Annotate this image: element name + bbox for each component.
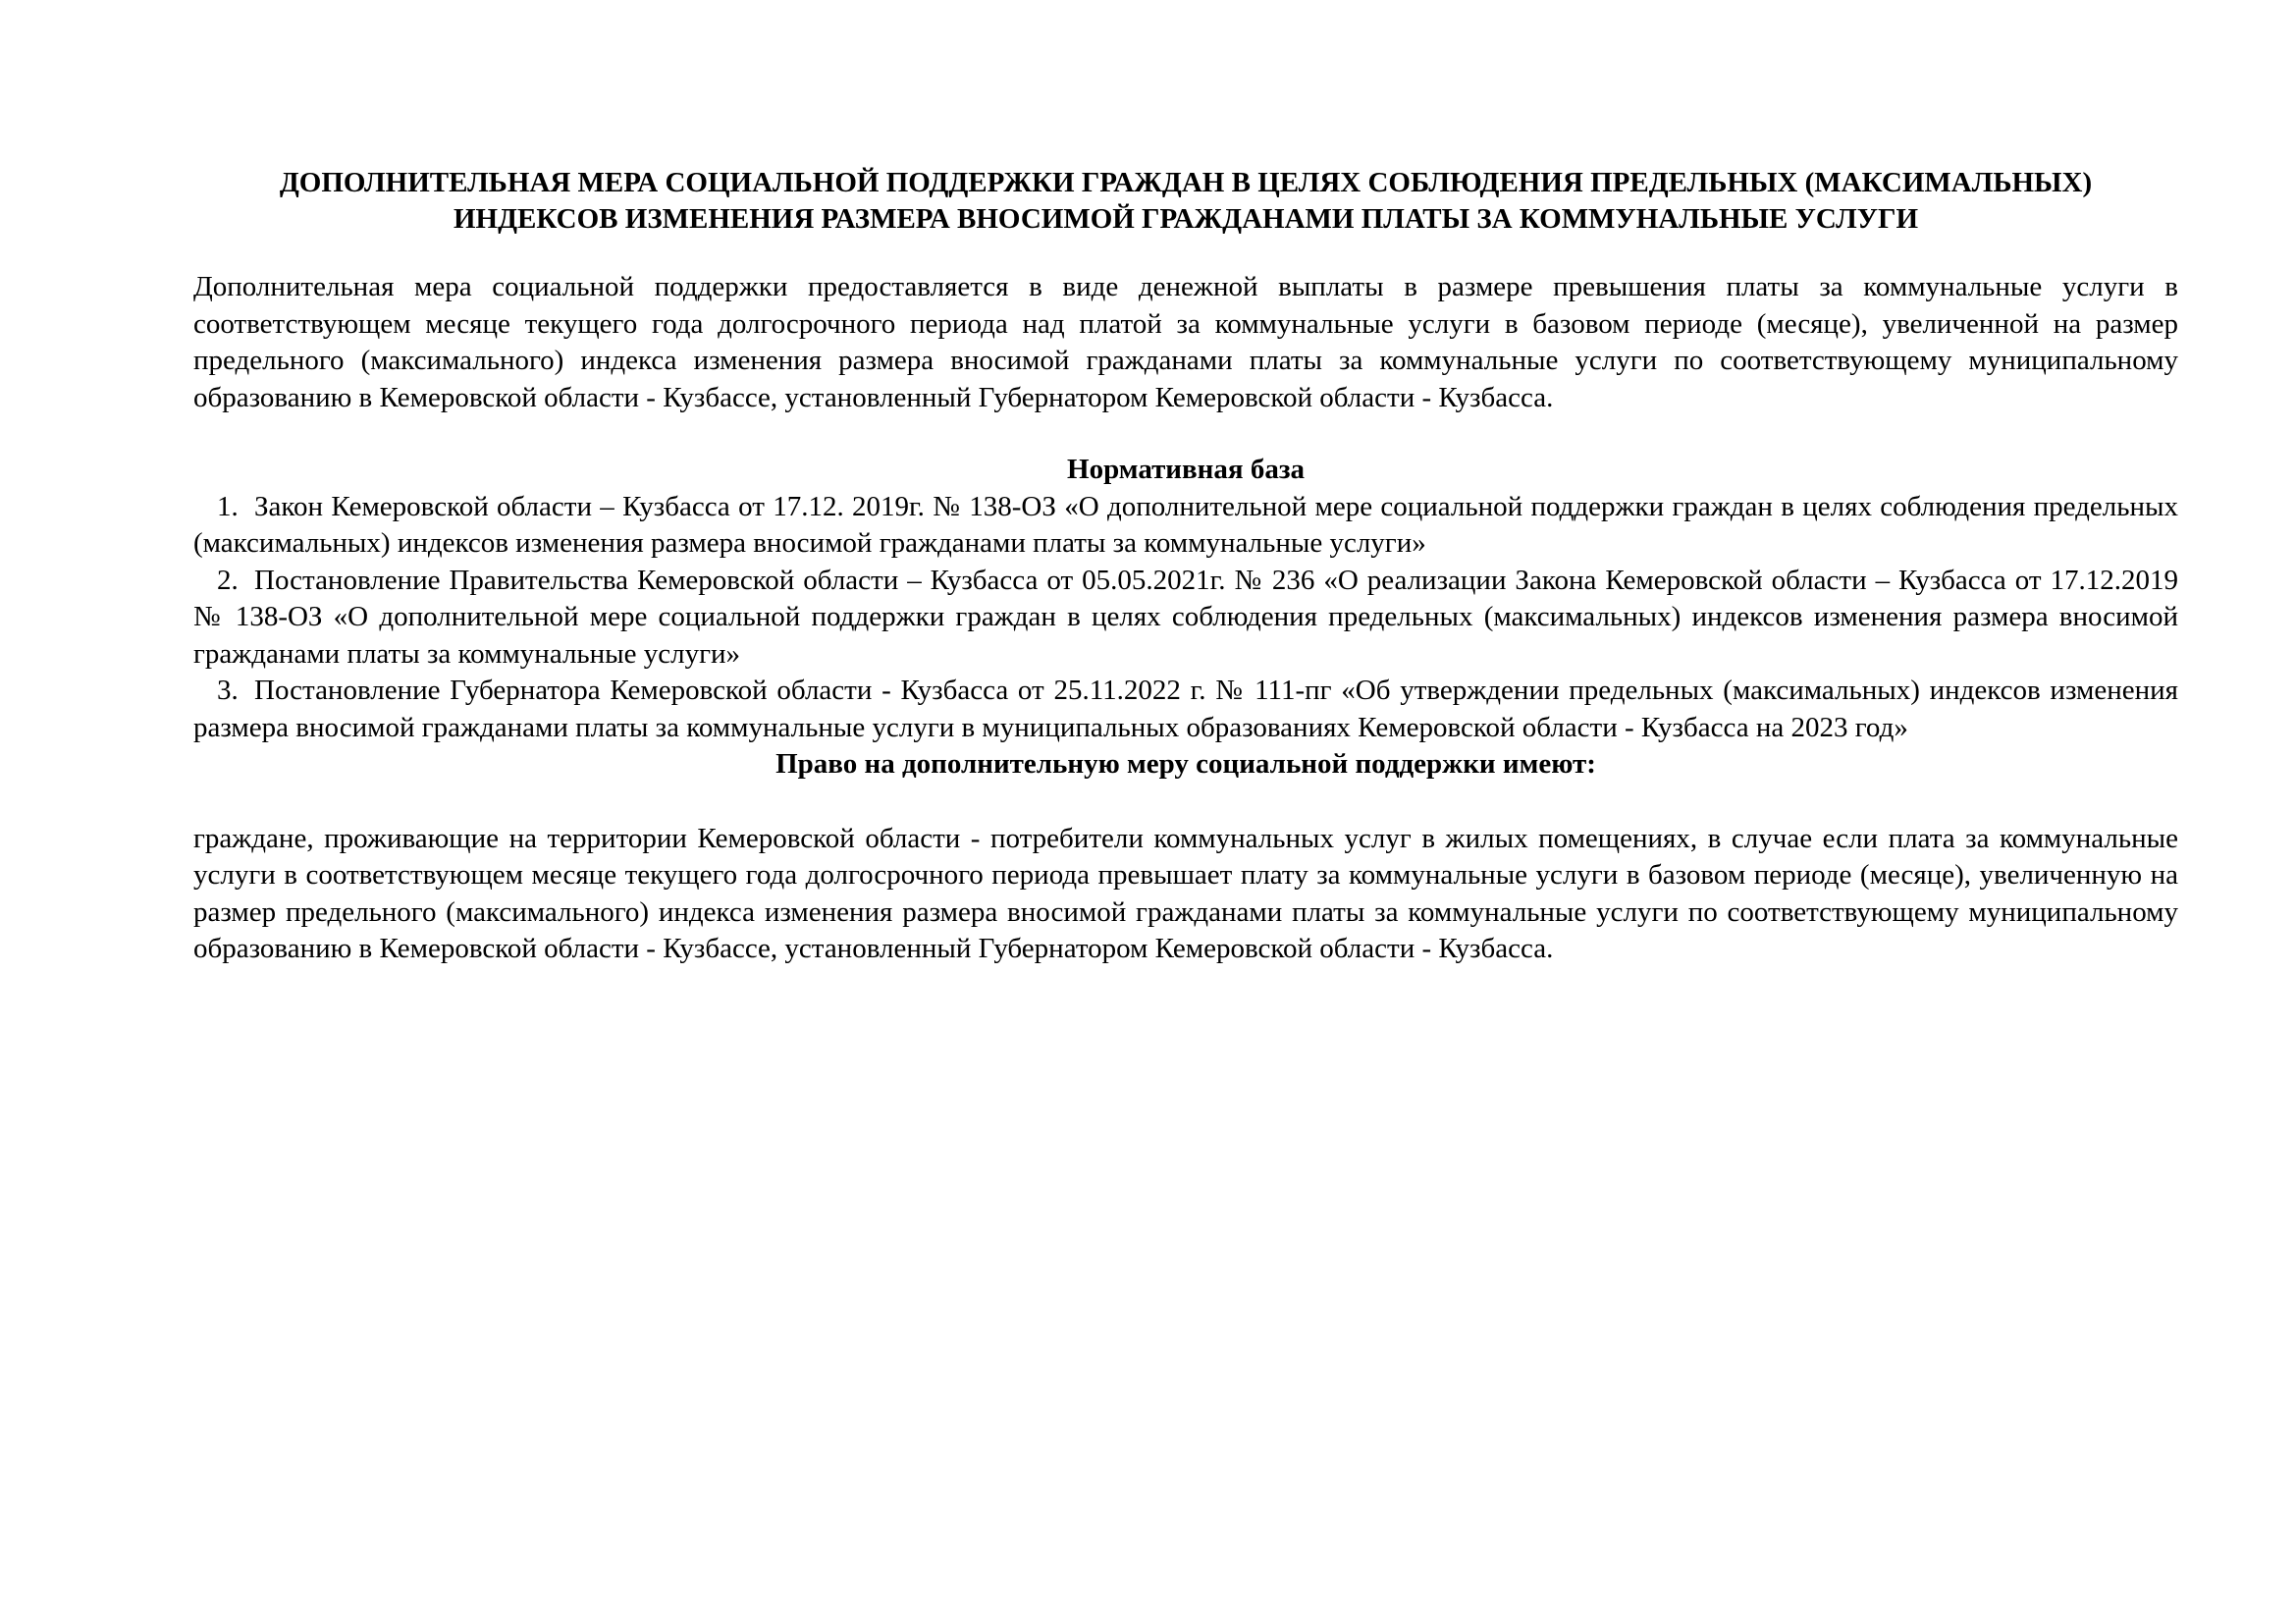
list-item — [193, 673, 2178, 746]
list-item-number: 2. — [217, 564, 239, 596]
document-page — [193, 165, 2178, 968]
list-item-text: Постановление Губернатора Кемеровской области - Кузбасса от 25.11.2022 г. № 111-пг «Об утверждении предельных (максимальных) индексов изменения размера вносимой гражданами платы за коммунальные услуги в муниципальных образованиях Кемеровской области - Кузбасса на 2023 год» — [193, 675, 2178, 743]
list-item-number: 1. — [217, 490, 239, 522]
list-item — [193, 489, 2178, 563]
normative-list — [193, 489, 2178, 747]
normative-base-heading: Нормативная база — [1067, 454, 1305, 485]
list-item-number: 3. — [217, 675, 239, 706]
list-item-text: Постановление Правительства Кемеровской области – Кузбасса от 05.05.2021г. № 236 «О реализации Закона Кемеровской области – Кузбасса от 17.12.2019 № 138-ОЗ «О дополнительной мере социальной поддержки граждан в целях соблюдения предельных (максимальных) индексов изменения размера вносимой гражданами платы за коммунальные услуги» — [193, 564, 2178, 670]
document-title: ДОПОЛНИТЕЛЬНАЯ МЕРА СОЦИАЛЬНОЙ ПОДДЕРЖКИ ГРАЖДАН В ЦЕЛЯХ СОБЛЮДЕНИЯ ПРЕДЕЛЬНЫХ (МАКСИМАЛЬНЫХ) ИНДЕКСОВ ИЗМЕНЕНИЯ РАЗМЕРА ВНОСИМОЙ ГРАЖДАНАМИ ПЛАТЫ ЗА КОММУНАЛЬНЫЕ УСЛУГИ — [279, 167, 2093, 235]
eligibility-heading: Право на дополнительную меру социальной поддержки имеют: — [775, 748, 1596, 780]
eligibility-paragraph: граждане, проживающие на территории Кемеровской области - потребители коммунальных услуг в жилых помещениях, в случае если плата за коммунальные услуги в соответствующем месяце текущего года долгосрочного периода превышает плату за коммунальные услуги в базовом периоде (месяце), увеличенную на размер предельного (максимального) индекса изменения размера вносимой гражданами платы за коммунальные услуги по соответствующему муниципальному образованию в Кемеровской области - Кузбассе, установленный Губернатором Кемеровской области - Кузбасса. — [193, 822, 2178, 964]
intro-paragraph: Дополнительная мера социальной поддержки предоставляется в виде денежной выплаты в размере превышения платы за коммунальные услуги в соответствующем месяце текущего года долгосрочного периода над платой за коммунальные услуги в базовом периоде (месяце), увеличенной на размер предельного (максимального) индекса изменения размера вносимой гражданами платы за коммунальные услуги по соответствующему муниципальному образованию в Кемеровской области - Кузбассе, установленный Губернатором Кемеровской области - Кузбасса. — [193, 271, 2178, 413]
list-item — [193, 563, 2178, 674]
list-item-text: Закон Кемеровской области – Кузбасса от 17.12. 2019г. № 138-ОЗ «О дополнительной мере социальной поддержки граждан в целях соблюдения предельных (максимальных) индексов изменения размера вносимой гражданами платы за коммунальные услуги» — [193, 490, 2178, 559]
